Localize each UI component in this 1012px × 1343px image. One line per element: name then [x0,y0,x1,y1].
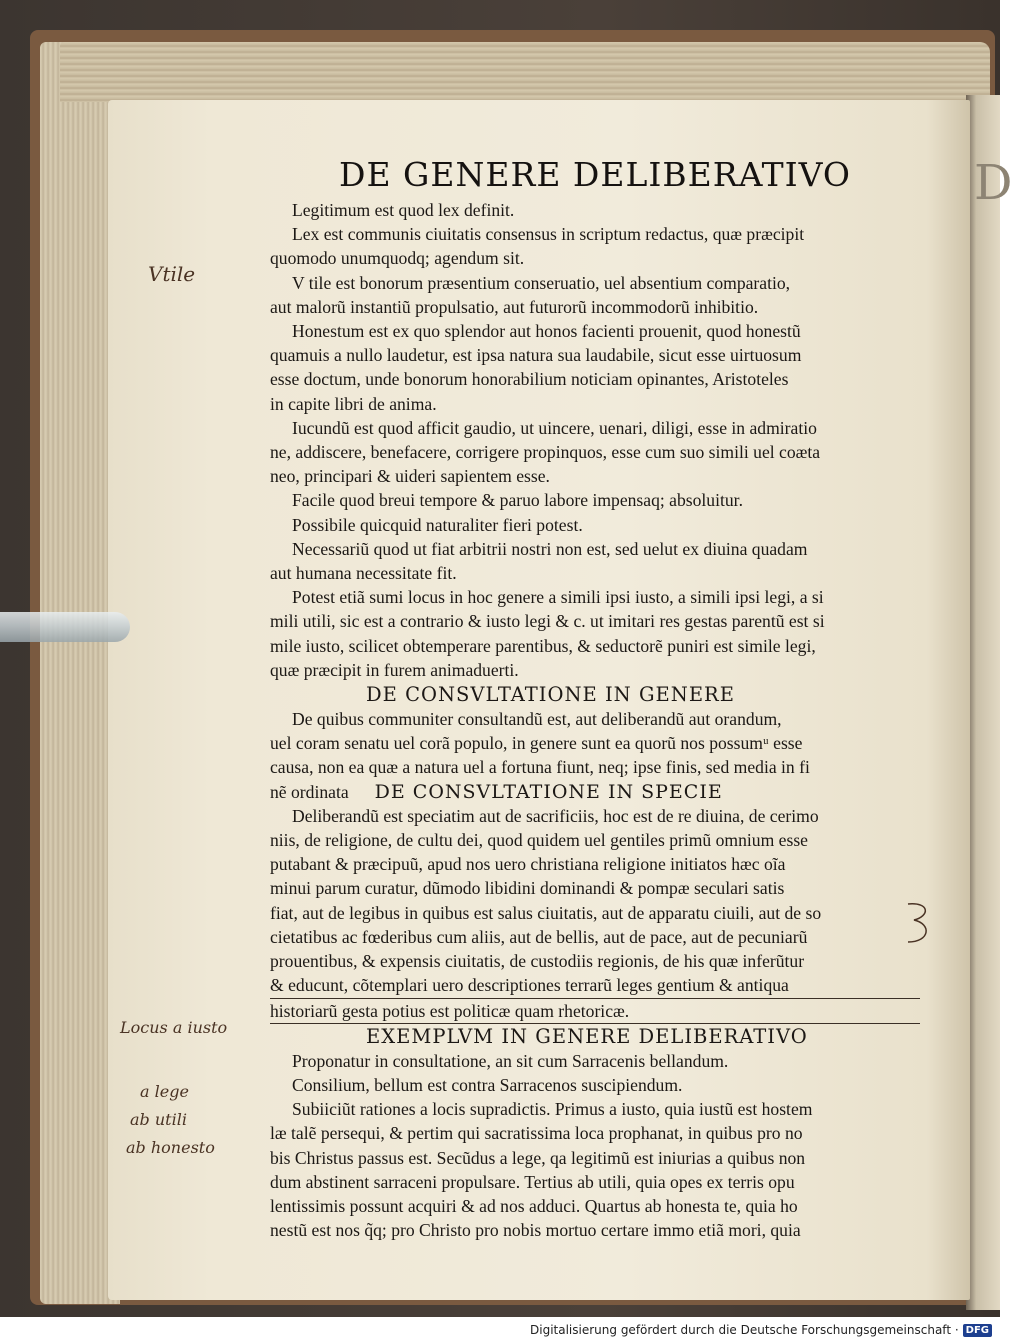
section-heading-exemplum: EXEMPLVM IN GENERE DELIBERATIVO [366,1024,808,1048]
text-line: in capite libri de anima. [270,393,437,414]
page-title: DE GENERE DELIBERATIVO [339,155,851,194]
text-line: fiat, aut de legibus in quibus est salus ciuitatis, aut de apparatu ciuili, aut de so [270,902,822,923]
text-line: Facile quod breui tempore & paruo labore impensaq; absoluitur. [292,490,743,511]
text-line: Deliberandũ est speciatim aut de sacrificiis, hoc est de re diuina, de cerimo [292,805,819,826]
text-line: quamuis a nullo laudetur, est ipsa natura sua laudabile, sicut esse uirtuosum [270,345,802,366]
text-section-consultatione-specie [270,804,920,1024]
page-text-block [270,155,920,1242]
text-line: Legitimum est quod lex definit. [292,200,515,220]
text-line: quomodo unumquodq; agendum sit. [270,248,525,269]
footer-bar [0,1317,1000,1343]
text-line: mili utili, sic est a contrario & iusto legi & c. ut imitari res gestas parentũ est si [270,611,825,632]
text-line: minui parum curatur, dũmodo libidini dominandi & pompæ seculari satis [270,878,785,899]
section-heading-consultatione-genere: DE CONSVLTATIONE IN GENERE [366,683,735,707]
text-line: aut malorũ instantiũ propulsatio, aut futurorũ incommodorũ inhibitio. [270,296,759,317]
text-line: Possibile quicquid naturaliter fieri potest. [292,514,583,535]
text-line: Proponatur in consultatione, an sit cum Sarracenis bellandum. [292,1050,729,1071]
text-line: Iucundũ est quod afficit gaudio, ut uincere, uenari, diligi, esse in admiratio [292,417,817,438]
text-line: uel coram senatu uel corã populo, in genere sunt ea quorũ nos possumᵘ esse [270,733,803,754]
text-section-consultatione-genere [270,707,920,780]
dfg-logo: DFG [963,1324,992,1337]
facing-page-letter: D [974,155,1012,211]
marginal-note-utile: Vtile [148,262,196,286]
text-line: bis Christus passus est. Secũdus a lege, qa legitimũ est iniurias a quibus non [270,1147,806,1168]
text-line: causa, non ea quæ a natura uel a fortuna fiunt, neq; ipse finis, sed media in fi [270,757,810,778]
text-line: putabant & præcipuũ, apud nos uero christiana religione initiatos hæc oĩa [270,854,786,875]
text-line: Potest etiã sumi locus in hoc genere a simili ipsi iusto, a simili ipsi legi, a si [292,587,824,608]
text-line-with-heading [270,780,920,804]
text-line: Honestum est ex quo splendor aut honos facienti prouenit, quod honestũ [292,321,801,342]
text-line: esse doctum, unde bonorum honorabilium noticiam opinantes, Aristoteles [270,369,789,390]
text-section-exemplum [270,1049,920,1243]
text-line: dum abstinent sarraceni propulsare. Tertius ab utili, quia opes ex terris opu [270,1171,795,1192]
facing-page-edge [966,95,1012,1310]
marginal-note-ab-utili: ab utili [130,1110,187,1129]
marginal-note-a-lege: a lege [140,1082,189,1101]
text-line: Consilium, bellum est contra Sarracenos suscipiendum. [292,1074,683,1095]
funding-notice: Digitalisierung gefördert durch die Deutsche Forschungsgemeinschaft · [530,1323,959,1337]
text-line: niis, de religione, de cultu dei, quod quidem uel gentiles primũ omnium esse [270,830,808,851]
text-line: ne, addiscere, benefacere, corrigere propinquos, esse cum suo simili uel coæta [270,442,821,463]
text-line: Subiiciũt rationes a locis supradictis. Primus a iusto, quia iustũ est hostem [292,1099,813,1120]
text-line: Necessariũ quod ut fiat arbitrii nostri non est, sed uelut ex diuina quadam [292,538,808,559]
text-line: cietatibus ac fœderibus cum aliis, aut de bellis, aut de pace, aut de pecuniarũ [270,926,808,947]
text-line: Lex est communis ciuitatis consensus in scriptum redactus, quæ præcipit [292,224,805,245]
text-line: & educunt, cõtemplari uero descriptiones terrarũ leges gentium & antiqua [270,973,920,998]
text-line: neo, principari & uideri sapientem esse. [270,466,550,487]
text-section-definitions [270,198,920,682]
text-line: mile iusto, scilicet obtemperare parentibus, & seductorẽ puniri est simile legi, [270,635,816,656]
text-line: quæ præcipit in furem animaduerti. [270,659,519,680]
page-top-edge [60,42,990,102]
text-line: historiarũ gesta potius est politicæ quam rhetoricæ. [270,999,920,1024]
text-line: aut humana necessitate fit. [270,563,457,584]
text-line: De quibus communiter consultandũ est, aut deliberandũ aut orandum, [292,709,782,730]
text-line: nestũ est nos q̃q; pro Christo pro nobis mortuo certare immo etiã mori, quia [270,1220,801,1241]
text-line: prouentibus, & expensis ciuitatis, de custodiis regionis, de his quæ inferũtur [270,951,805,972]
marginal-note-locus: Locus a iusto [120,1018,228,1037]
section-heading-consultatione-specie: DE CONSVLTATIONE IN SPECIE [374,780,723,803]
text-line: lentissimis possunt acquiri & ad nos adduci. Quartus ab honesta te, quia ho [270,1195,798,1216]
text-line: V tile est bonorum præsentium conseruatio, uel absentium comparatio, [292,272,791,293]
glass-page-weight [0,612,130,642]
marginal-note-ab-honesto: ab honesto [126,1138,215,1157]
text-line: læ talẽ persequi, & pertim qui sacratissima loca prophanat, in quibus pro no [270,1123,803,1144]
text-line-fragment: nẽ ordinata [270,781,349,802]
